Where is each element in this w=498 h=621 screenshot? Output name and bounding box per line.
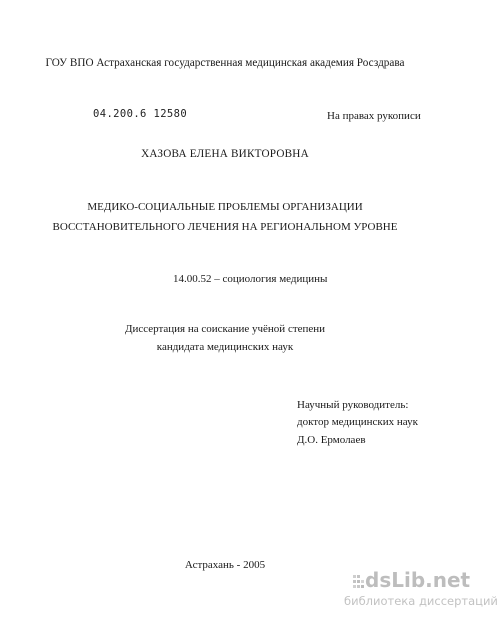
- thesis-title-line-2: ВОССТАНОВИТЕЛЬНОГО ЛЕЧЕНИЯ НА РЕГИОНАЛЬНОМ УРОВНЕ: [52, 221, 398, 233]
- author-name: ХАЗОВА ЕЛЕНА ВИКТОРОВНА: [141, 148, 309, 160]
- watermark-logo: dsLib.net: [365, 568, 471, 592]
- supervisor-degree: доктор медицинских наук: [297, 416, 418, 428]
- city-year: Астрахань - 2005: [184, 559, 266, 571]
- institution-name: ГОУ ВПО Астраханская государственная медицинская академия Росздрава: [45, 57, 405, 69]
- dslib-watermark: [344, 568, 498, 618]
- dissertation-degree-line-1: Диссертация на соискание учёной степени: [124, 323, 326, 335]
- dissertation-degree-line-2: кандидата медицинских наук: [156, 341, 294, 353]
- supervisor-label: Научный руководитель:: [297, 399, 409, 411]
- rights-note: На правах рукописи: [327, 110, 421, 122]
- supervisor-name: Д.О. Ермолаев: [297, 434, 366, 446]
- archive-stamp-number: 04.200.6 12580: [93, 108, 188, 120]
- watermark-dots-icon: [352, 572, 366, 594]
- watermark-subtitle: библиотека диссертаций: [344, 594, 498, 608]
- thesis-title-line-1: МЕДИКО-СОЦИАЛЬНЫЕ ПРОБЛЕМЫ ОРГАНИЗАЦИИ: [87, 201, 363, 213]
- specialty-code: 14.00.52 – социология медицины: [173, 273, 328, 285]
